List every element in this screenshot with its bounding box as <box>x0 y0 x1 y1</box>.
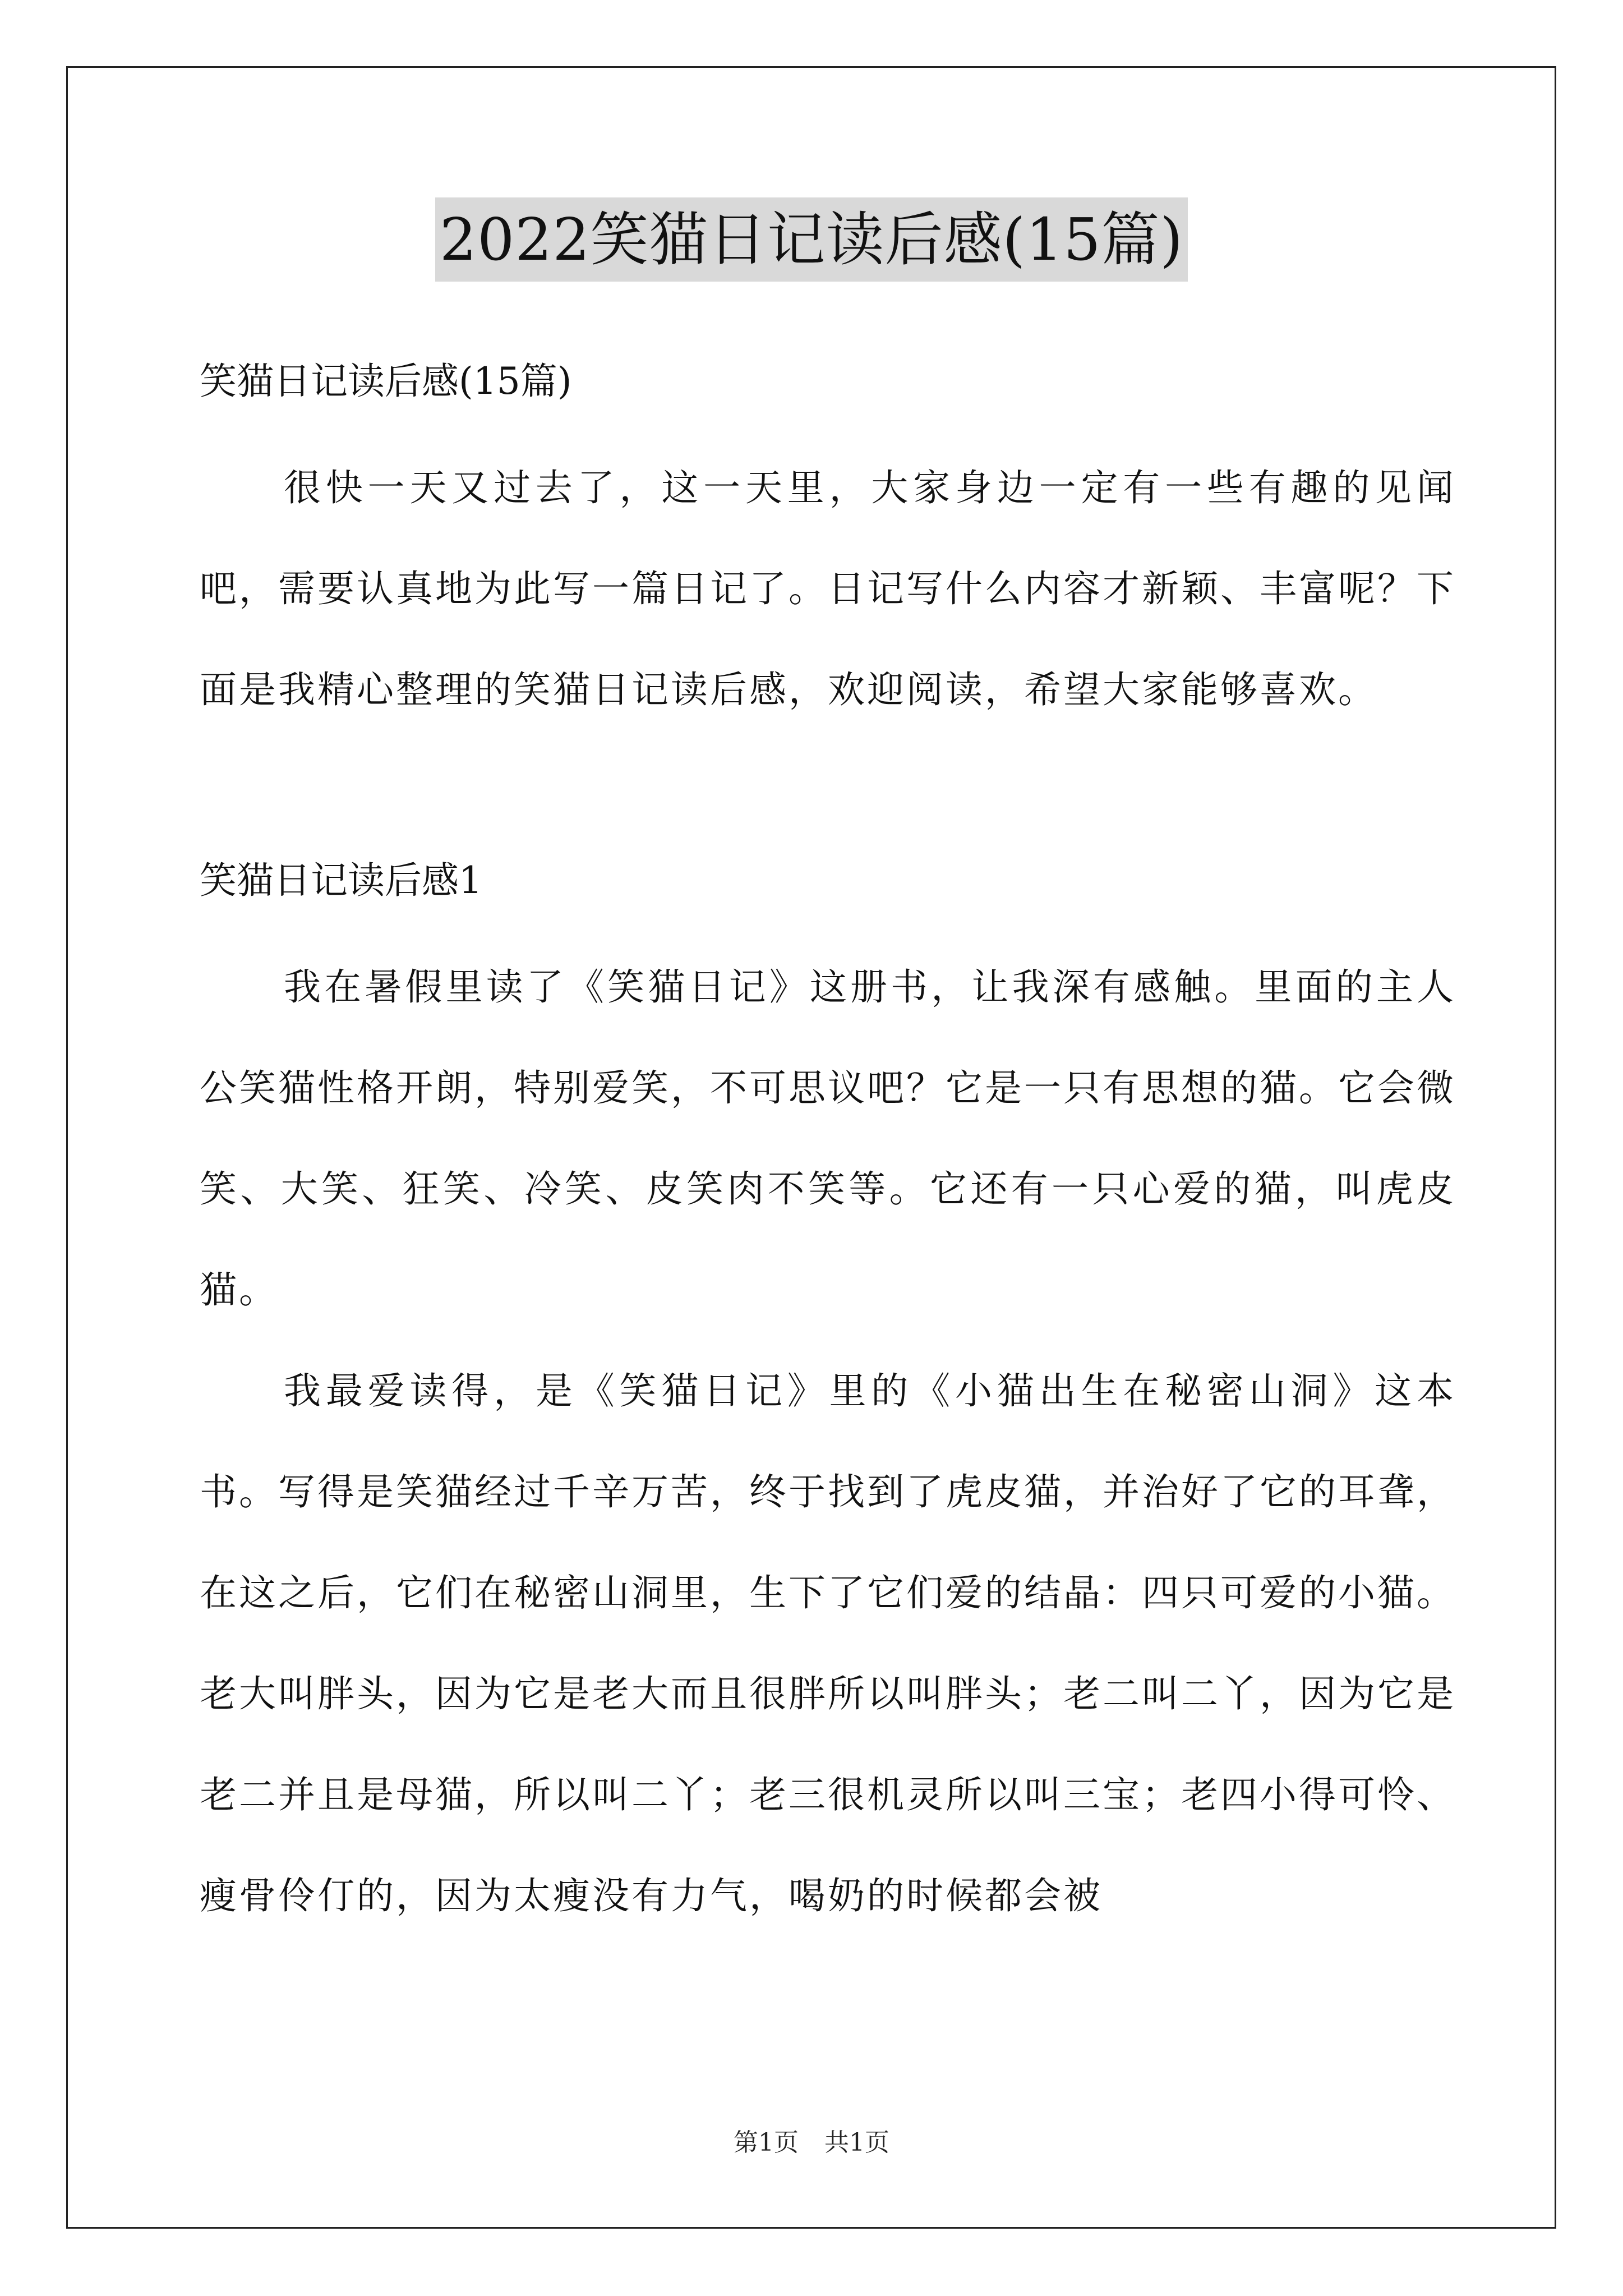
title-container <box>0 197 1623 282</box>
section1-paragraph: 我在暑假里读了《笑猫日记》这册书，让我深有感触。里面的主人公笑猫性格开朗，特别爱笑，不可思议吧？它是一只有思想的猫。它会微笑、大笑、狂笑、冷笑、皮笑肉不笑等。它还有一只心爱的猫，叫虎皮猫。 <box>200 965 1456 1312</box>
document-title: 2022笑猫日记读后感(15篇) <box>435 197 1188 282</box>
intro-paragraph: 很快一天又过去了，这一天里，大家身边一定有一些有趣的见闻吧，需要认真地为此写一篇日记了。日记写什么内容才新颖、丰富呢？下面是我精心整理的笑猫日记读后感，欢迎阅读，希望大家能够喜欢。 <box>200 466 1456 711</box>
page-number-current: 第1页 <box>734 2128 799 2157</box>
section1-heading: 笑猫日记读后感1 <box>200 859 482 902</box>
section-spacer <box>200 740 1456 836</box>
page-footer <box>0 2126 1623 2160</box>
section1-paragraph: 我最爱读得，是《笑猫日记》里的《小猫出生在秘密山洞》这本书。写得是笑猫经过千辛万苦，终于找到了虎皮猫，并治好了它的耳聋，在这之后，它们在秘密山洞里，生下了它们爱的结晶：四只可爱的小猫。老大叫胖头，因为它是老大而且很胖所以叫胖头；老二叫二丫，因为它是老二并且是母猫，所以叫二丫；老三很机灵所以叫三宝；老四小得可怜、瘦骨伶仃的，因为太瘦没有力气，喝奶的时候都会被 <box>200 1369 1456 1917</box>
page-number-total: 共1页 <box>824 2128 889 2157</box>
document-body <box>200 337 1456 1947</box>
intro-heading: 笑猫日记读后感(15篇) <box>200 360 572 403</box>
